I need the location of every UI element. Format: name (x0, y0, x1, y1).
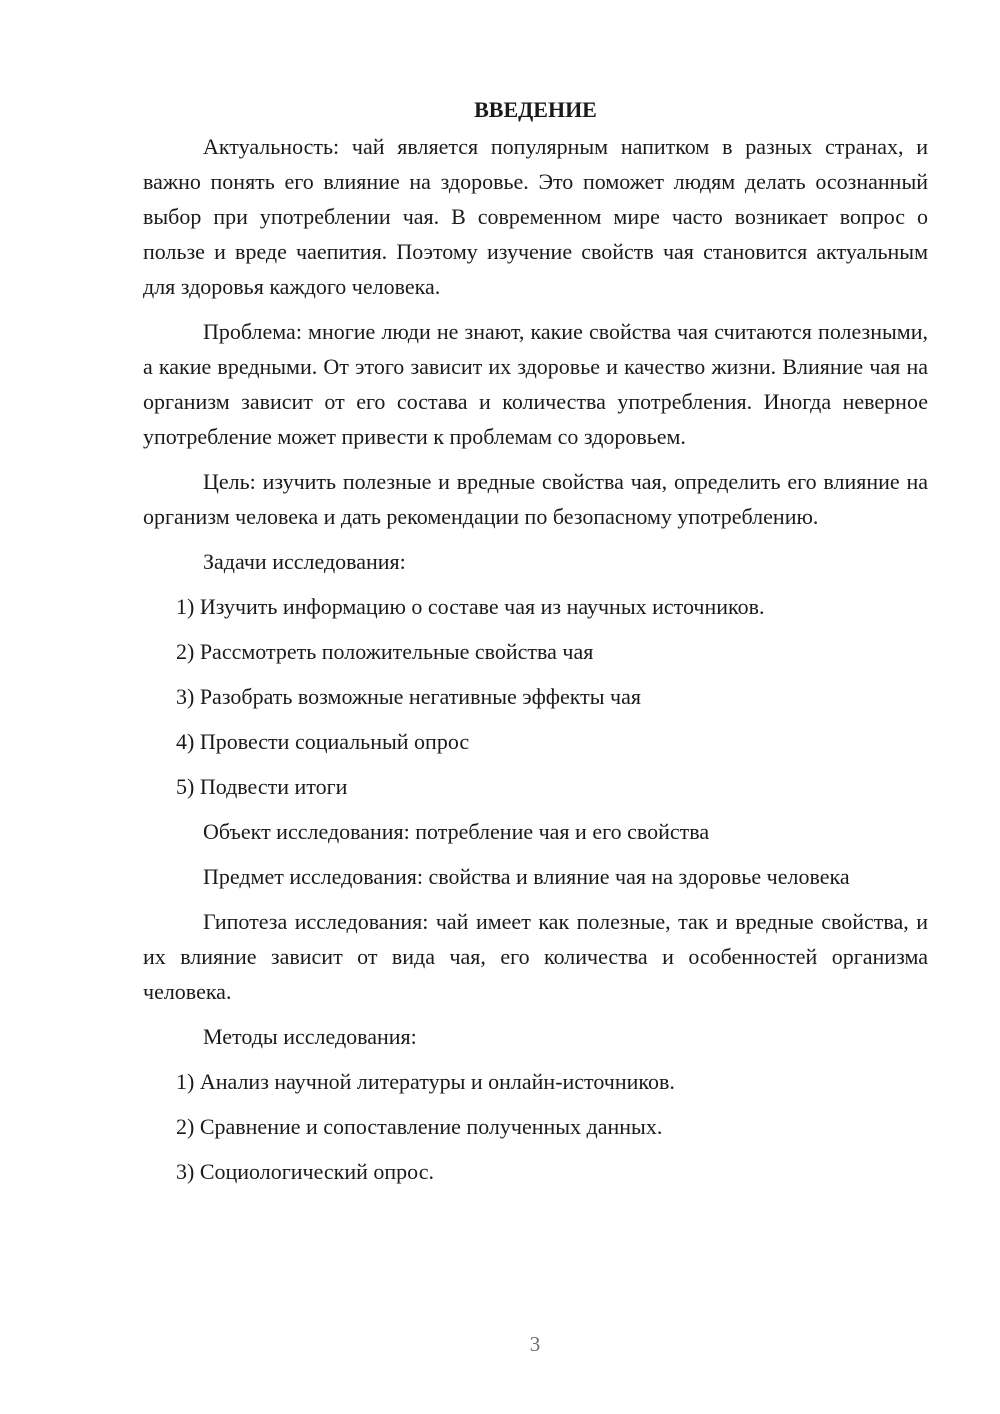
task-item: 4) Провести социальный опрос (176, 729, 470, 754)
method-item: 3) Социологический опрос. (176, 1159, 434, 1184)
method-item: 2) Сравнение и сопоставление полученных данных. (176, 1114, 663, 1139)
method-item: 1) Анализ научной литературы и онлайн-источников. (176, 1069, 675, 1094)
object-line: Объект исследования: потребление чая и его свойства (203, 819, 710, 844)
tasks-heading: Задачи исследования: (203, 549, 406, 574)
task-item: 3) Разобрать возможные негативные эффекты чая (176, 684, 641, 709)
subject-paragraph: Предмет исследования: свойства и влияние чая на здоровье человека (203, 864, 850, 889)
hypothesis-paragraph: Гипотеза исследования: чай имеет как полезные, так и вредные свойства, и их влияние зависит от вида чая, его количества и особенностей организма человека. (143, 909, 928, 1004)
task-item: 2) Рассмотреть положительные свойства чая (176, 639, 594, 664)
relevance-paragraph: Актуальность: чай является популярным напитком в разных странах, и важно понять его влияние на здоровье. Это поможет людям делать осознанный выбор при употреблении чая. В современном мире часто возникает вопрос о пользе и вреде чаепития. Поэтому изучение свойств чая становится актуальным для здоровья каждого человека. (143, 134, 928, 299)
task-item: 5) Подвести итоги (176, 774, 348, 799)
goal-paragraph: Цель: изучить полезные и вредные свойства чая, определить его влияние на организм человека и дать рекомендации по безопасному употреблению. (143, 469, 928, 529)
problem-paragraph: Проблема: многие люди не знают, какие свойства чая считаются полезными, а какие вредными. От этого зависит их здоровье и качество жизни. Влияние чая на организм зависит от его состава и количества употребления. Иногда неверное употребление может привести к проблемам со здоровьем. (143, 319, 928, 449)
section-title: ВВЕДЕНИЕ (474, 97, 597, 122)
document-page (143, 92, 928, 1199)
task-item: 1) Изучить информацию о составе чая из научных источников. (176, 594, 765, 619)
methods-heading: Методы исследования: (203, 1024, 417, 1049)
page-number: 3 (529, 1332, 541, 1356)
